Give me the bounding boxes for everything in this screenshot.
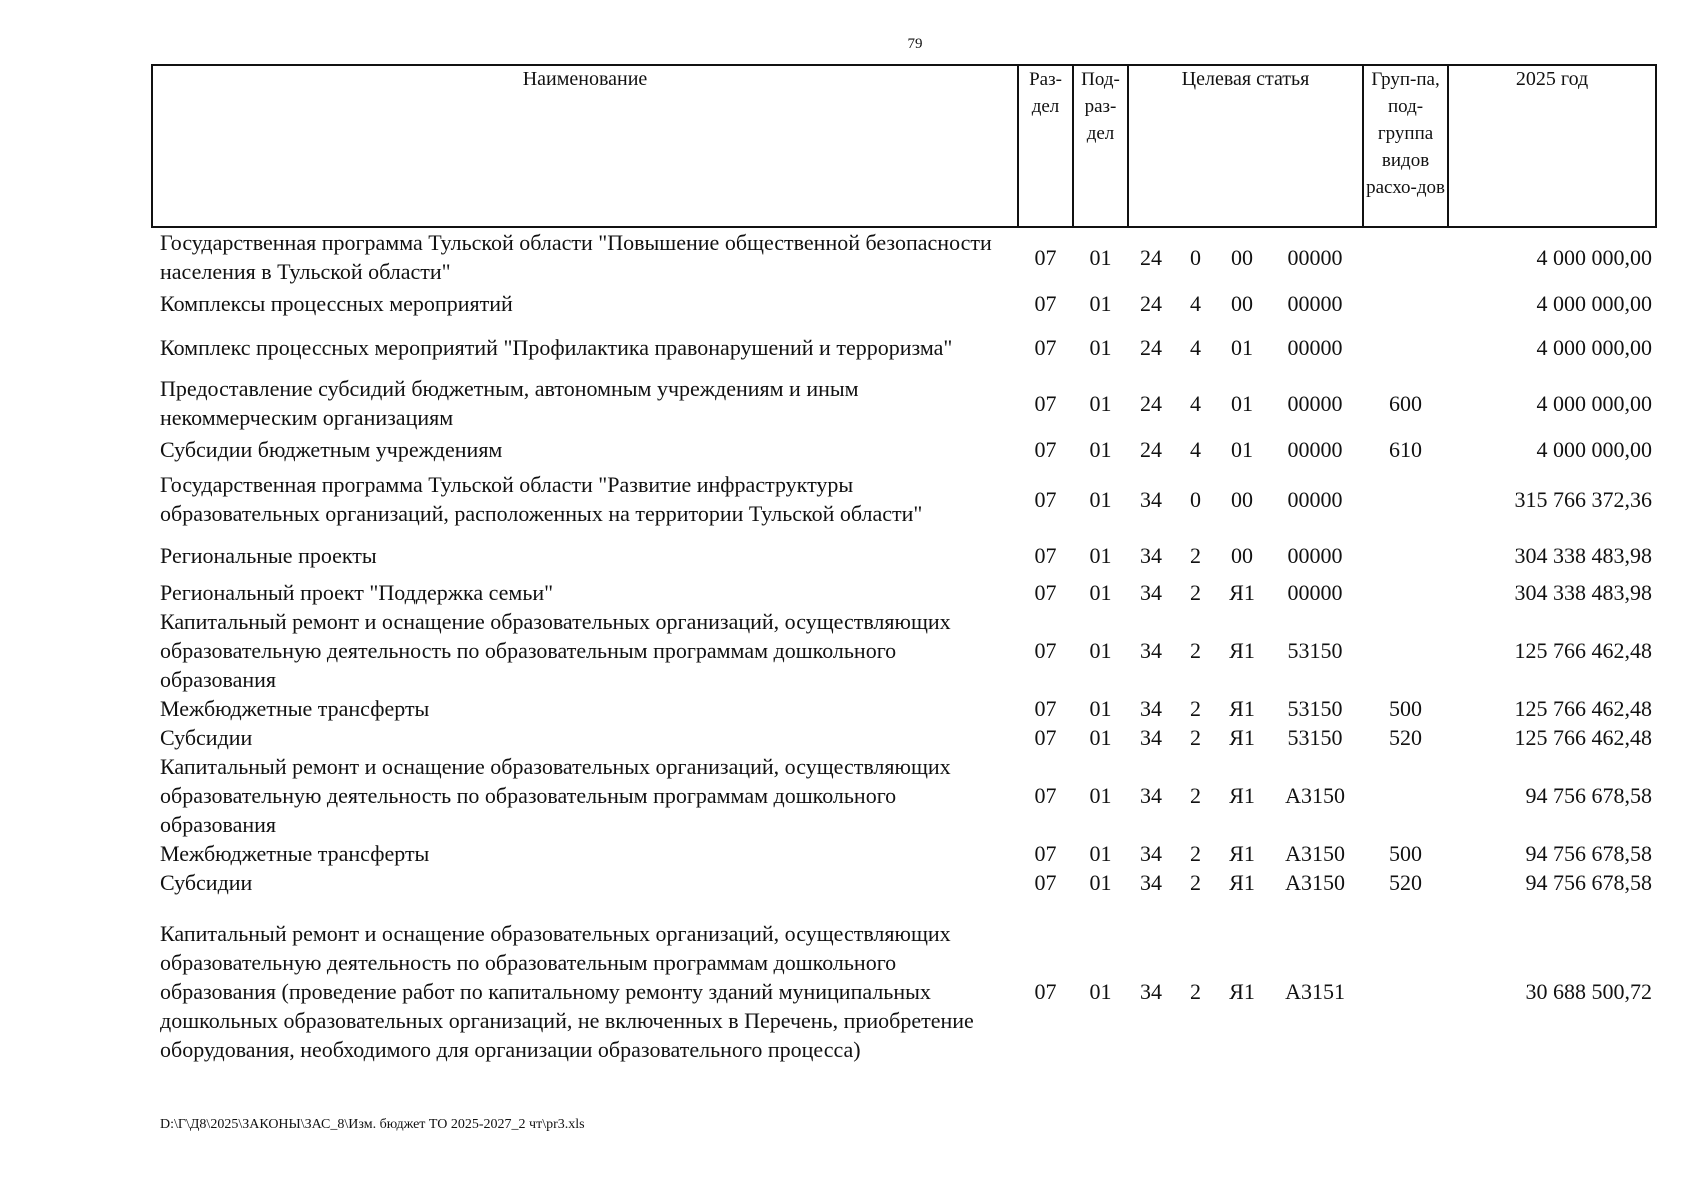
- row-razdel: 07: [1034, 486, 1057, 512]
- row-target-element: 01: [1231, 390, 1253, 416]
- budget-table: [151, 64, 1657, 1085]
- row-target-program: 24: [1140, 244, 1162, 270]
- row-target-type: 2: [1190, 978, 1201, 1004]
- row-expense-group: 520: [1389, 725, 1423, 750]
- row-amount-2025: 94 756 678,58: [1525, 783, 1653, 808]
- row-target-element: Я1: [1229, 725, 1255, 750]
- row-podrazdel: 01: [1089, 486, 1112, 512]
- row-target-element: 00: [1231, 244, 1253, 270]
- row-razdel: 07: [1034, 638, 1057, 663]
- row-target-program: 34: [1140, 580, 1162, 605]
- table-header-row: [152, 65, 1656, 227]
- row-target-direction: А3150: [1285, 870, 1345, 895]
- row-razdel: 07: [1034, 696, 1057, 721]
- row-expense-group: [1363, 607, 1448, 694]
- row-target-program: 24: [1140, 290, 1162, 316]
- table-row: [152, 578, 1656, 607]
- row-expense-group: [1363, 532, 1448, 578]
- row-target-type: 0: [1190, 486, 1201, 512]
- row-target-direction: 00000: [1287, 486, 1343, 512]
- row-target-type: 2: [1190, 841, 1201, 866]
- header-group: Груп-па, под-группа видов расхо-дов: [1363, 65, 1448, 227]
- row-target-element: Я1: [1229, 638, 1255, 663]
- row-expense-group: [1363, 227, 1448, 286]
- row-podrazdel: 01: [1089, 290, 1112, 316]
- row-name: Государственная программа Тульской области "Повышение общественной безопасности населения в Тульской области": [160, 230, 992, 284]
- row-amount-2025: 4 000 000,00: [1536, 334, 1653, 360]
- table-row: [152, 374, 1656, 432]
- table-row: [152, 432, 1656, 466]
- row-name: Капитальный ремонт и оснащение образовательных организаций, осуществляющих образовательную деятельность по образовательным программам дошкольного образования: [160, 754, 951, 837]
- row-target-type: 2: [1190, 696, 1201, 721]
- row-target-type: 2: [1190, 580, 1201, 605]
- row-expense-group: [1363, 897, 1448, 1085]
- table-row: [152, 466, 1656, 532]
- row-target-direction: 53150: [1287, 725, 1343, 750]
- row-expense-group: [1363, 752, 1448, 839]
- row-target-program: 34: [1140, 486, 1162, 512]
- row-expense-group: [1363, 320, 1448, 374]
- row-podrazdel: 01: [1089, 978, 1112, 1004]
- row-target-program: 34: [1140, 542, 1162, 568]
- row-target-element: Я1: [1229, 783, 1255, 808]
- table-row: [152, 752, 1656, 839]
- row-amount-2025: 94 756 678,58: [1525, 870, 1653, 895]
- row-amount-2025: 315 766 372,36: [1514, 486, 1653, 512]
- row-name: Субсидии: [160, 870, 253, 895]
- table-row: [152, 320, 1656, 374]
- row-target-type: 4: [1190, 334, 1201, 360]
- header-podrazdel: Под-раз-дел: [1073, 65, 1128, 227]
- row-target-type: 4: [1190, 436, 1201, 462]
- row-podrazdel: 01: [1089, 870, 1112, 895]
- row-amount-2025: 4 000 000,00: [1536, 390, 1653, 416]
- row-amount-2025: 94 756 678,58: [1525, 841, 1653, 866]
- row-target-direction: 00000: [1287, 542, 1343, 568]
- row-razdel: 07: [1034, 841, 1057, 866]
- header-target: Целевая статья: [1128, 65, 1363, 227]
- row-razdel: 07: [1034, 783, 1057, 808]
- table-row: [152, 868, 1656, 897]
- row-target-direction: А3150: [1285, 783, 1345, 808]
- row-razdel: 07: [1034, 334, 1057, 360]
- row-podrazdel: 01: [1089, 436, 1112, 462]
- row-razdel: 07: [1034, 390, 1057, 416]
- row-target-program: 34: [1140, 978, 1162, 1004]
- row-podrazdel: 01: [1089, 841, 1112, 866]
- row-amount-2025: 125 766 462,48: [1514, 696, 1653, 721]
- row-target-element: 00: [1231, 542, 1253, 568]
- row-expense-group: 520: [1389, 870, 1423, 895]
- row-name: Капитальный ремонт и оснащение образовательных организаций, осуществляющих образовательную деятельность по образовательным программам дошкольного образования (проведение работ по капитальному ремонту зданий муниципальных дошкольных образовательных организаций, не включенных в Перечень, приобретение оборудования, необходимого для организации образовательного процесса): [160, 920, 974, 1062]
- page-number: 79: [907, 36, 923, 52]
- row-target-type: 2: [1190, 870, 1201, 895]
- row-podrazdel: 01: [1089, 334, 1112, 360]
- row-target-program: 34: [1140, 696, 1162, 721]
- row-target-program: 34: [1140, 638, 1162, 663]
- file-path: D:\Г\Д8\2025\ЗАКОНЫ\ЗАС_8\Изм. бюджет ТО 2025-2027_2 чт\pr3.xls: [160, 1117, 585, 1132]
- table-row: [152, 839, 1656, 868]
- row-name: Предоставление субсидий бюджетным, автономным учреждениям и иным некоммерческим организациям: [160, 376, 859, 430]
- table-body: [152, 227, 1656, 1085]
- row-expense-group: [1363, 466, 1448, 532]
- row-target-direction: А3151: [1285, 978, 1345, 1004]
- row-target-type: 2: [1190, 725, 1201, 750]
- row-target-type: 2: [1190, 638, 1201, 663]
- row-target-type: 4: [1190, 290, 1201, 316]
- table-row: [152, 723, 1656, 752]
- row-razdel: 07: [1034, 725, 1057, 750]
- row-amount-2025: 4 000 000,00: [1536, 290, 1653, 316]
- row-name: Субсидии: [160, 725, 253, 750]
- row-podrazdel: 01: [1089, 783, 1112, 808]
- row-target-direction: 00000: [1287, 244, 1343, 270]
- row-podrazdel: 01: [1089, 542, 1112, 568]
- row-name: Субсидии бюджетным учреждениям: [160, 436, 503, 462]
- row-target-direction: 00000: [1287, 290, 1343, 316]
- row-name: Государственная программа Тульской области "Развитие инфраструктуры образовательных организаций, расположенных на территории Тульской области": [160, 472, 923, 526]
- row-expense-group: 500: [1389, 841, 1423, 866]
- row-podrazdel: 01: [1089, 390, 1112, 416]
- row-target-direction: А3150: [1285, 841, 1345, 866]
- row-razdel: 07: [1034, 542, 1057, 568]
- row-podrazdel: 01: [1089, 696, 1112, 721]
- row-razdel: 07: [1034, 870, 1057, 895]
- row-target-element: Я1: [1229, 870, 1255, 895]
- row-expense-group: 500: [1389, 696, 1423, 721]
- row-target-element: 00: [1231, 486, 1253, 512]
- row-expense-group: [1363, 578, 1448, 607]
- row-target-program: 24: [1140, 334, 1162, 360]
- row-name: Комплексы процессных мероприятий: [160, 290, 513, 316]
- row-amount-2025: 30 688 500,72: [1525, 978, 1653, 1004]
- row-target-element: Я1: [1229, 580, 1255, 605]
- row-target-element: 01: [1231, 334, 1253, 360]
- header-name: Наименование: [152, 65, 1018, 227]
- table-row: [152, 694, 1656, 723]
- row-name: Межбюджетные трансферты: [160, 696, 430, 721]
- row-target-direction: 00000: [1287, 580, 1343, 605]
- row-podrazdel: 01: [1089, 244, 1112, 270]
- row-target-program: 34: [1140, 841, 1162, 866]
- row-razdel: 07: [1034, 978, 1057, 1004]
- row-target-element: 00: [1231, 290, 1253, 316]
- row-name: Региональные проекты: [160, 542, 377, 568]
- row-razdel: 07: [1034, 244, 1057, 270]
- row-amount-2025: 125 766 462,48: [1514, 725, 1653, 750]
- row-target-type: 4: [1190, 390, 1201, 416]
- row-target-program: 34: [1140, 725, 1162, 750]
- row-amount-2025: 125 766 462,48: [1514, 638, 1653, 663]
- table-row: [152, 607, 1656, 694]
- header-razdel: Раз-дел: [1018, 65, 1073, 227]
- row-name: Межбюджетные трансферты: [160, 841, 430, 866]
- row-target-element: 01: [1231, 436, 1253, 462]
- row-expense-group: 600: [1389, 390, 1423, 416]
- row-target-type: 0: [1190, 244, 1201, 270]
- row-podrazdel: 01: [1089, 638, 1112, 663]
- row-name: Комплекс процессных мероприятий "Профилактика правонарушений и терроризма": [160, 334, 953, 360]
- row-target-direction: 00000: [1287, 334, 1343, 360]
- row-amount-2025: 4 000 000,00: [1536, 436, 1653, 462]
- row-target-direction: 00000: [1287, 436, 1343, 462]
- row-amount-2025: 304 338 483,98: [1514, 542, 1653, 568]
- row-target-program: 34: [1140, 783, 1162, 808]
- row-expense-group: 610: [1389, 436, 1423, 462]
- table-row: [152, 286, 1656, 320]
- row-target-element: Я1: [1229, 978, 1255, 1004]
- row-razdel: 07: [1034, 290, 1057, 316]
- row-razdel: 07: [1034, 580, 1057, 605]
- row-name: Капитальный ремонт и оснащение образовательных организаций, осуществляющих образовательную деятельность по образовательным программам дошкольного образования: [160, 609, 951, 692]
- row-target-element: Я1: [1229, 841, 1255, 866]
- row-target-program: 24: [1140, 436, 1162, 462]
- row-expense-group: [1363, 286, 1448, 320]
- table-row: [152, 532, 1656, 578]
- row-target-program: 34: [1140, 870, 1162, 895]
- row-target-type: 2: [1190, 542, 1201, 568]
- row-target-program: 24: [1140, 390, 1162, 416]
- row-amount-2025: 304 338 483,98: [1514, 580, 1653, 605]
- row-podrazdel: 01: [1089, 725, 1112, 750]
- row-target-direction: 00000: [1287, 390, 1343, 416]
- row-target-direction: 53150: [1287, 638, 1343, 663]
- row-podrazdel: 01: [1089, 580, 1112, 605]
- row-amount-2025: 4 000 000,00: [1536, 244, 1653, 270]
- table-row: [152, 227, 1656, 286]
- header-year: 2025 год: [1448, 65, 1656, 227]
- row-target-element: Я1: [1229, 696, 1255, 721]
- row-razdel: 07: [1034, 436, 1057, 462]
- row-target-type: 2: [1190, 783, 1201, 808]
- table-row: [152, 897, 1656, 1085]
- row-name: Региональный проект "Поддержка семьи": [160, 580, 554, 605]
- row-target-direction: 53150: [1287, 696, 1343, 721]
